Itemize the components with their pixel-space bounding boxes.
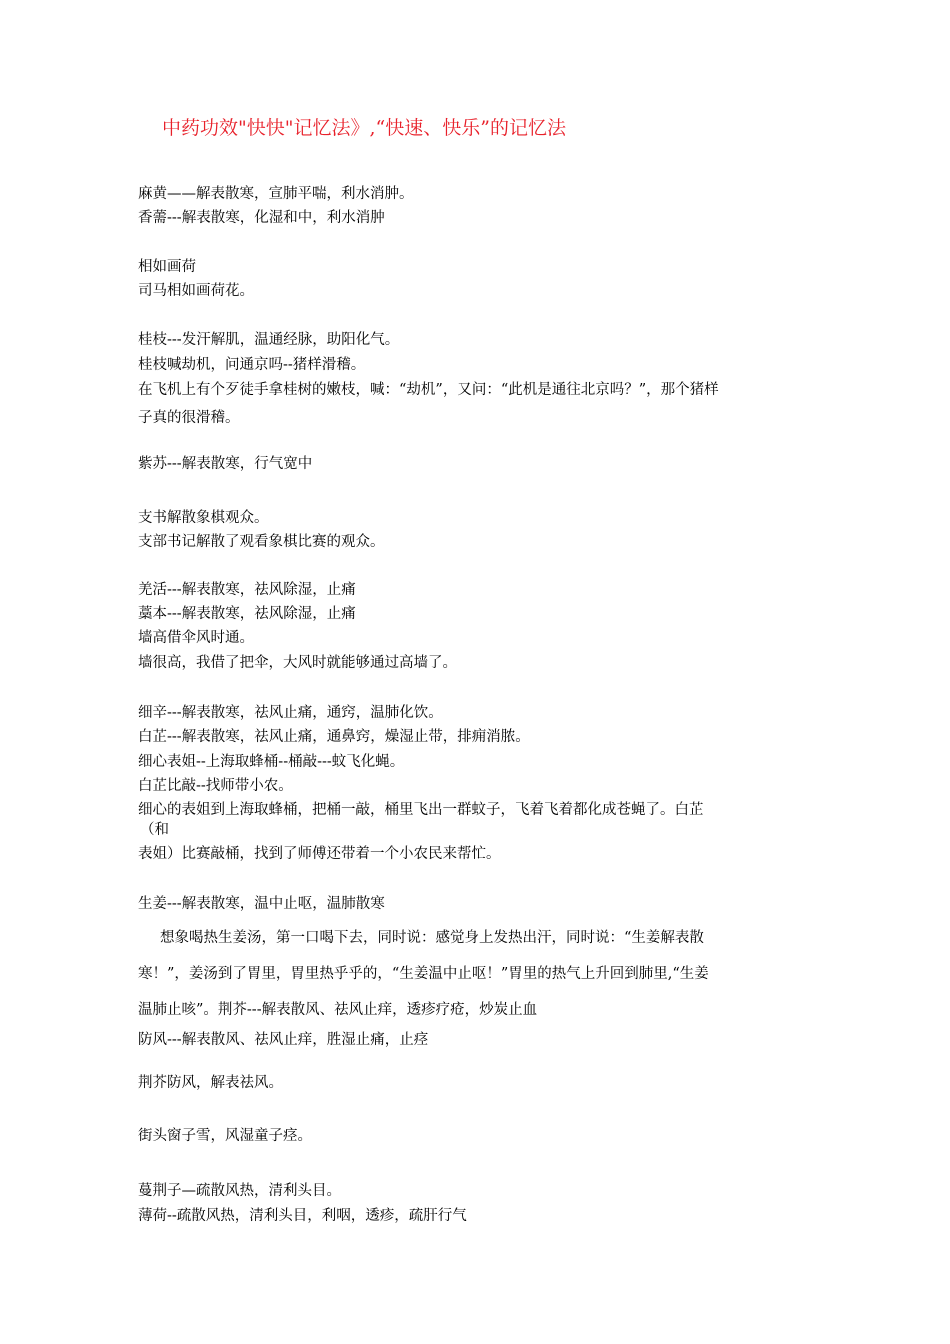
text-line: 司马相如画荷花。 (138, 283, 254, 299)
text-line: 支书解散象棋观众。 (138, 510, 269, 526)
text-line: 表姐）比赛敲桶，找到了师傅还带着一个小农民来帮忙。 (138, 846, 501, 862)
text-line: 生姜---解表散寒，温中止呕，温肺散寒 (138, 896, 385, 912)
text-line: 藁本---解表散寒，祛风除湿，止痛 (138, 606, 356, 622)
text-line: 防风---解表散风、祛风止痒，胜湿止痛，止痉 (138, 1032, 429, 1048)
text-line: 薄荷--疏散风热，清利头目，利咽，透疹，疏肝行气 (138, 1208, 467, 1224)
document-title: 中药功效"快快"记忆法》,“快速、快乐”的记忆法 (162, 117, 566, 139)
text-line: 温肺止咳”。荆芥---解表散风、祛风止痒，透疹疗疮，炒炭止血 (138, 1002, 538, 1018)
text-line: 白芷---解表散寒，祛风止痛，通鼻窍，燥湿止带，排痈消脓。 (138, 729, 530, 745)
text-line: 白芷比敲--找师带小农。 (138, 778, 293, 794)
text-line: 相如画荷 (138, 259, 196, 275)
text-line: 在飞机上有个歹徒手拿桂树的嫩枝，喊：“劫机”，又问：“此机是通往北京吗？”，那个猪样 (138, 382, 719, 398)
text-line: 桂枝---发汗解肌，温通经脉，助阳化气。 (138, 332, 400, 348)
text-line: 街头窗子雪，风湿童子痉。 (138, 1128, 312, 1144)
text-line: 香薷---解表散寒，化湿和中，利水消肿 (138, 210, 385, 226)
text-line: 羌活---解表散寒，祛风除湿，止痛 (138, 582, 356, 598)
text-line: 桂枝喊劫机，问通京吗--猪样滑稽。 (138, 357, 366, 373)
text-line: 墙很高，我借了把伞，大风时就能够通过高墙了。 (138, 655, 457, 671)
text-line: 墙高借伞风时通。 (138, 630, 254, 646)
text-line: 荆芥防风，解表祛风。 (138, 1075, 283, 1091)
text-line: 细心的表姐到上海取蜂桶，把桶一敲，桶里飞出一群蚊子，飞着飞着都化成苍蝇了。白芷 (138, 802, 704, 818)
text-line: 想象喝热生姜汤，第一口喝下去，同时说：感觉身上发热出汗，同时说：“生姜解表散 (160, 930, 704, 946)
text-line: 细辛---解表散寒，祛风止痛，通窍，温肺化饮。 (138, 705, 443, 721)
text-line: 蔓荆子—疏散风热，清利头目。 (138, 1183, 341, 1199)
text-line: 子真的很滑稽。 (138, 410, 240, 426)
text-line: 紫苏---解表散寒，行气宽中 (138, 456, 313, 472)
text-line: （和 (140, 822, 169, 838)
text-line: 寒！”，姜汤到了胃里，胃里热乎乎的，“生姜温中止呕！”胃里的热气上升回到肺里,“生姜 (138, 966, 709, 982)
text-line: 细心表姐--上海取蜂桶--桶敲---蚊飞化蝇。 (138, 754, 405, 770)
text-line: 麻黄——解表散寒，宣肺平喘，利水消肿。 (138, 186, 414, 202)
text-line: 支部书记解散了观看象棋比赛的观众。 (138, 534, 385, 550)
